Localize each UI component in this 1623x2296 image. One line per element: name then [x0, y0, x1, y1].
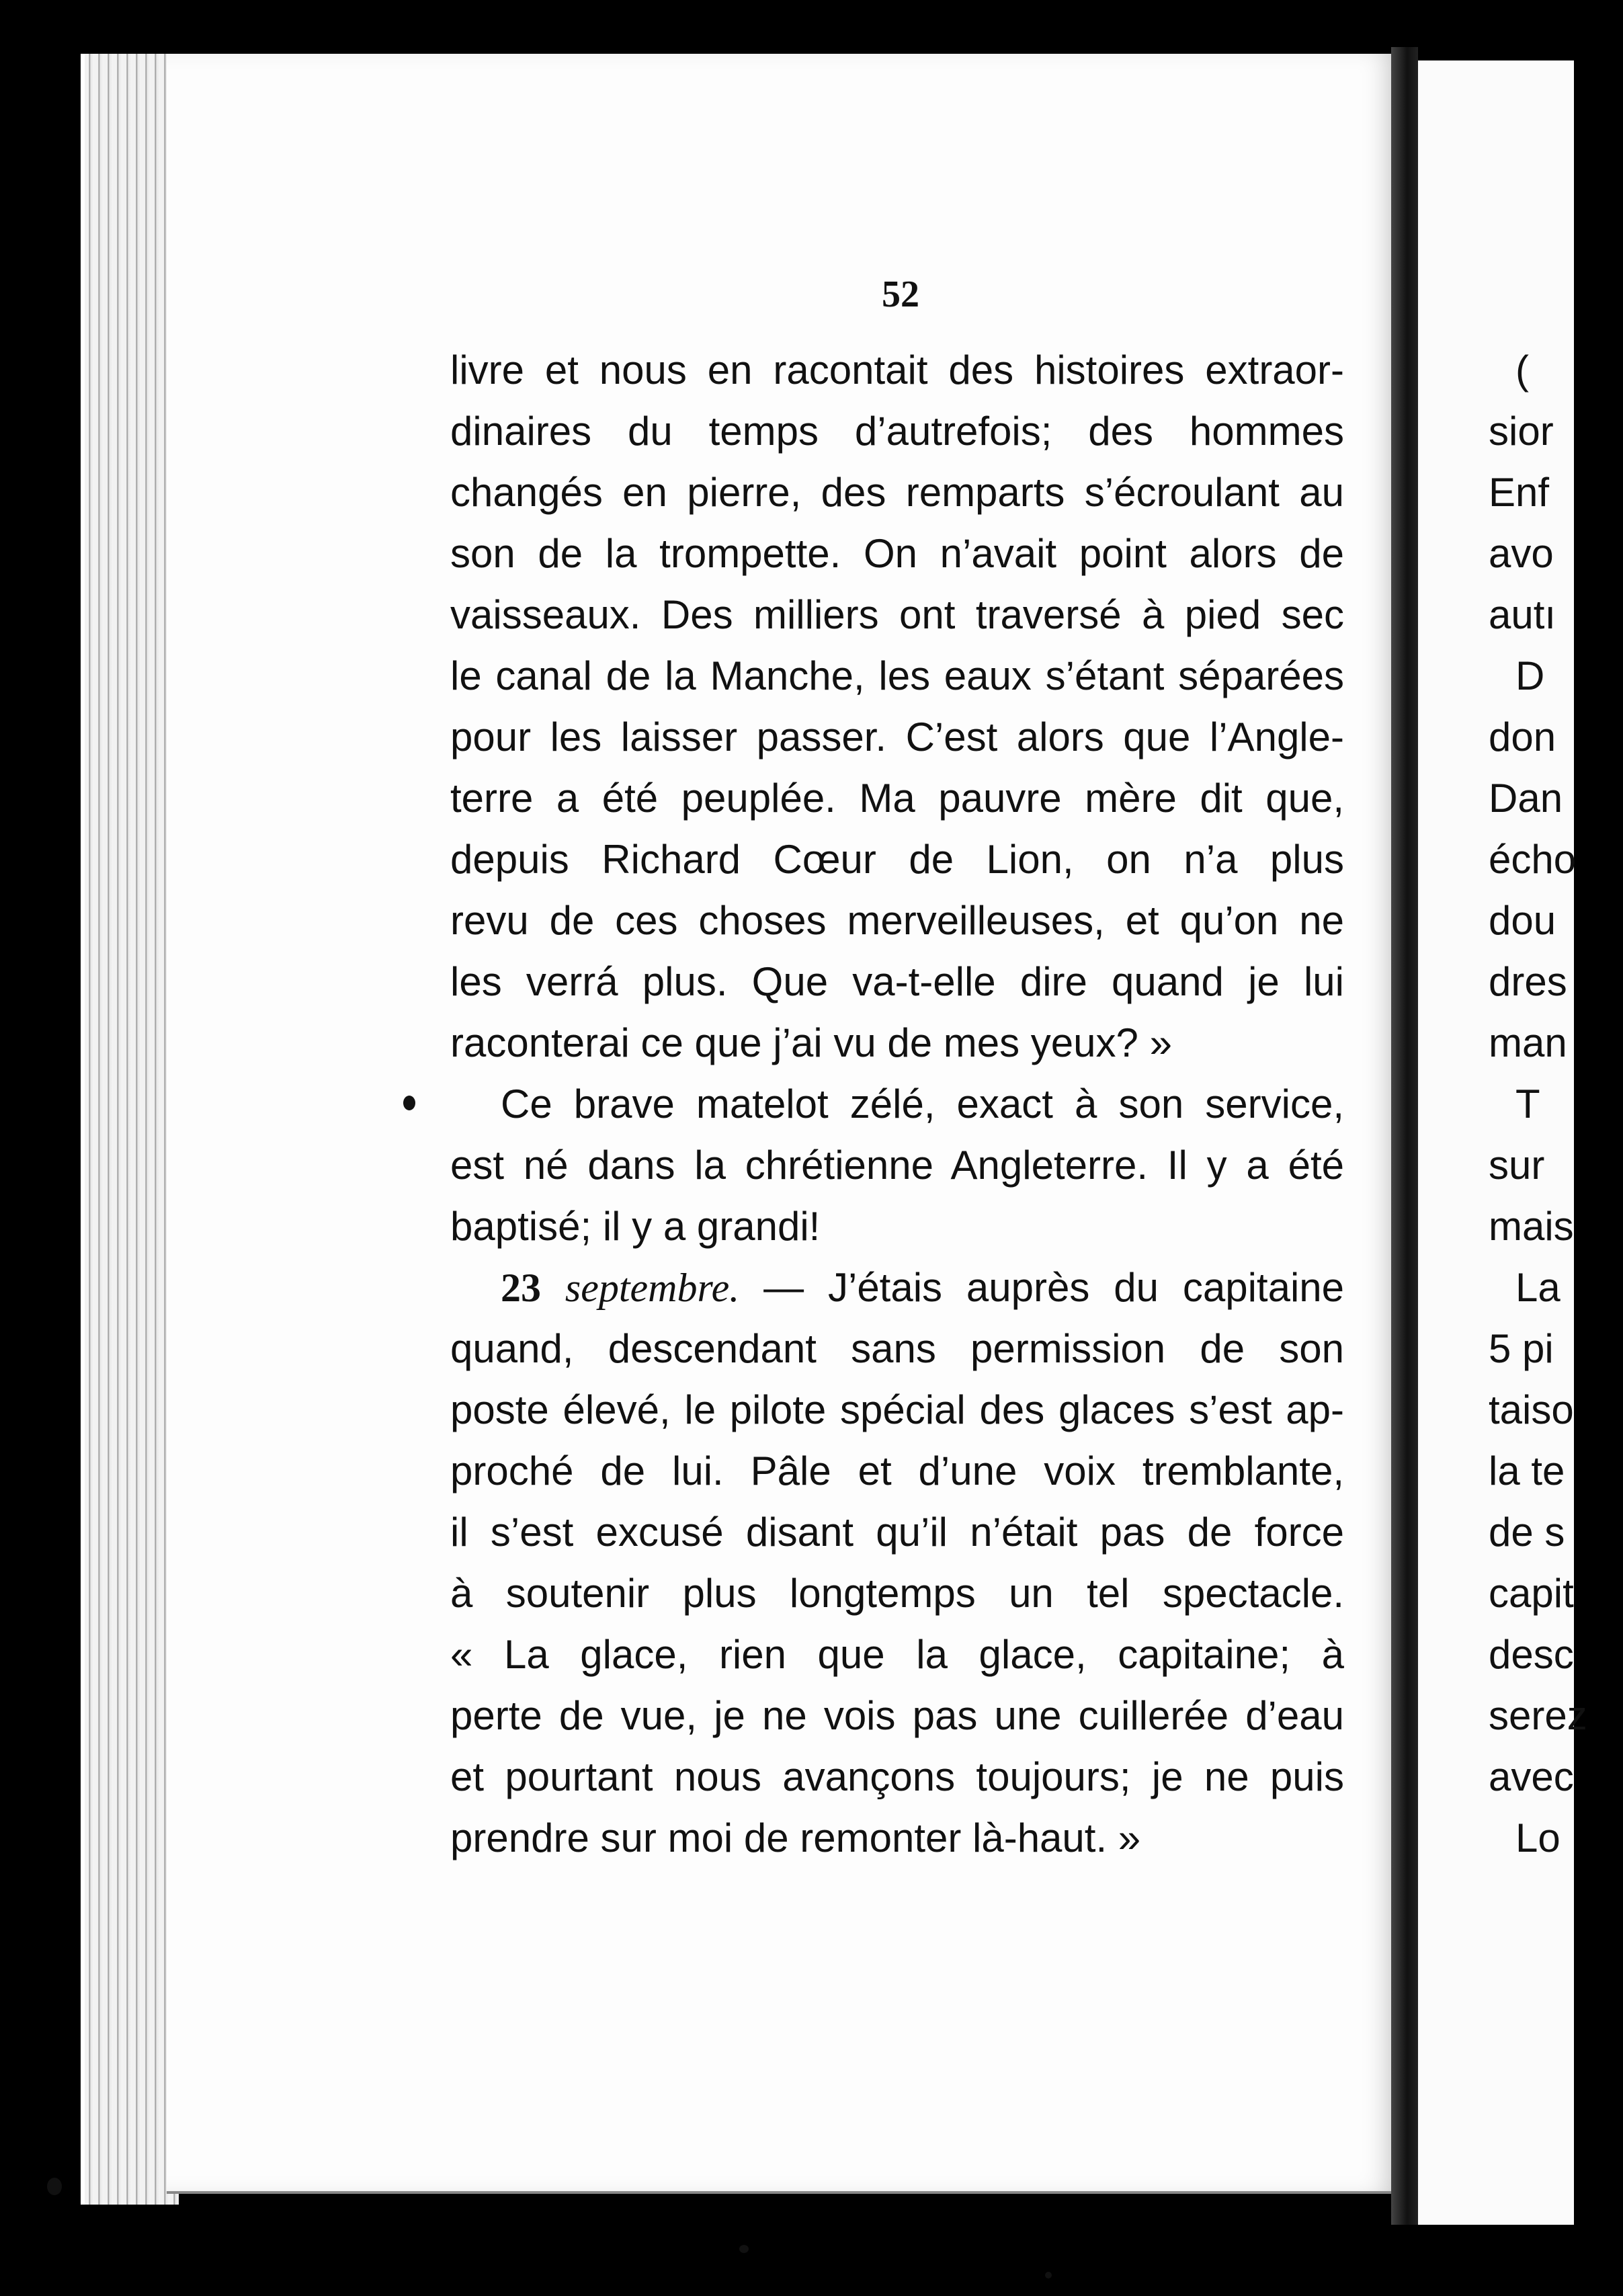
text-line: livre et nous en racontait des histoires extraor-: [450, 347, 1344, 393]
text-fragment: avec: [1489, 1754, 1574, 1799]
text-line: prendre sur moi de remonter là-haut. »: [450, 1815, 1141, 1860]
text-fragment: écho: [1489, 837, 1577, 882]
entry-date-day: 23: [501, 1266, 541, 1310]
text-fragment: Lo: [1515, 1815, 1560, 1860]
text-line: raconterai ce que j’ai vu de mes yeux? »: [450, 1020, 1172, 1065]
text-fragment: dres: [1489, 959, 1567, 1004]
text-line: et pourtant nous avançons toujours; je ne puis: [450, 1754, 1344, 1799]
text-line: les verrá plus. Que va-t-elle dire quand je lui: [450, 959, 1344, 1004]
text-fragment: dou: [1489, 898, 1556, 943]
text-fragment: sur: [1489, 1143, 1545, 1188]
text-fragment: la te: [1489, 1448, 1565, 1493]
ink-speck: [1045, 2272, 1052, 2279]
text-fragment: Dan: [1489, 776, 1563, 821]
ink-speck: [739, 2245, 749, 2253]
text-fragment: capit: [1489, 1571, 1574, 1616]
text-fragment: D: [1515, 653, 1545, 698]
text-fragment: serez: [1489, 1693, 1587, 1738]
text-line: revu de ces choses merveilleuses, et qu’on ne: [450, 898, 1344, 943]
text-line: le canal de la Manche, les eaux s’étant séparées: [450, 653, 1344, 698]
text-line: dinaires du temps d’autrefois; des hommes: [450, 409, 1344, 454]
text-fragment: mais: [1489, 1204, 1574, 1249]
text-fragment: desc: [1489, 1632, 1574, 1677]
text-fragment: don: [1489, 714, 1556, 760]
text-line: poste élevé, le pilote spécial des glaces s’est ap-: [450, 1387, 1344, 1432]
entry-date-month: septembre.: [565, 1266, 740, 1310]
text-line: « La glace, rien que la glace, capitaine; à: [450, 1632, 1344, 1677]
text-fragment: avo: [1489, 531, 1554, 576]
text-line: terre a été peuplée. Ma pauvre mère dit que,: [450, 776, 1344, 821]
book-gutter: [1391, 47, 1418, 2225]
text-line: vaisseaux. Des milliers ont traversé à pied sec: [450, 592, 1344, 637]
text-line: pour les laisser passer. C’est alors que l’Angle-: [450, 714, 1344, 760]
text-fragment: de s: [1489, 1510, 1565, 1555]
text-fragment: autı: [1489, 592, 1556, 637]
dated-entry-line: [450, 1257, 1344, 1318]
text-fragment: La: [1515, 1265, 1560, 1310]
left-page-text: [450, 339, 1344, 1869]
text-line: quand, descendant sans permission de son: [450, 1326, 1344, 1371]
text-line: baptisé; il y a grandi!: [450, 1204, 821, 1249]
page-edge-stack: [81, 54, 179, 2205]
text-line: il s’est excusé disant qu’il n’était pas de force: [450, 1510, 1344, 1555]
text-fragment: man: [1489, 1020, 1567, 1065]
text-fragment: 5 pi: [1489, 1326, 1554, 1371]
text-line: perte de vue, je ne vois pas une cuillerée d’eau: [450, 1693, 1344, 1738]
ink-speck: [403, 1096, 415, 1110]
text-line: Ce brave matelot zélé, exact à son service,: [501, 1081, 1344, 1126]
text-fragment: T: [1515, 1081, 1540, 1126]
text-line: depuis Richard Cœur de Lion, on n’a plus: [450, 837, 1344, 882]
text-fragment: Enf: [1489, 470, 1550, 515]
text-line: proché de lui. Pâle et d’une voix tremblante,: [450, 1448, 1344, 1493]
text-line: est né dans la chrétienne Angleterre. Il y a été: [450, 1143, 1344, 1188]
text-line: changés en pierre, des remparts s’écroulant au: [450, 470, 1344, 515]
entry-text: — J’étais auprès du capitaine: [763, 1265, 1345, 1310]
right-page-text-fragments: [1489, 339, 1623, 1869]
ink-speck: [47, 2178, 62, 2195]
text-fragment: taiso: [1489, 1387, 1574, 1432]
text-line: à soutenir plus longtemps un tel spectacle.: [450, 1571, 1344, 1616]
text-fragment: (: [1515, 347, 1529, 393]
page-number: 52: [882, 274, 919, 315]
text-fragment: sior: [1489, 409, 1554, 454]
text-line: son de la trompette. On n’avait point alors de: [450, 531, 1344, 576]
